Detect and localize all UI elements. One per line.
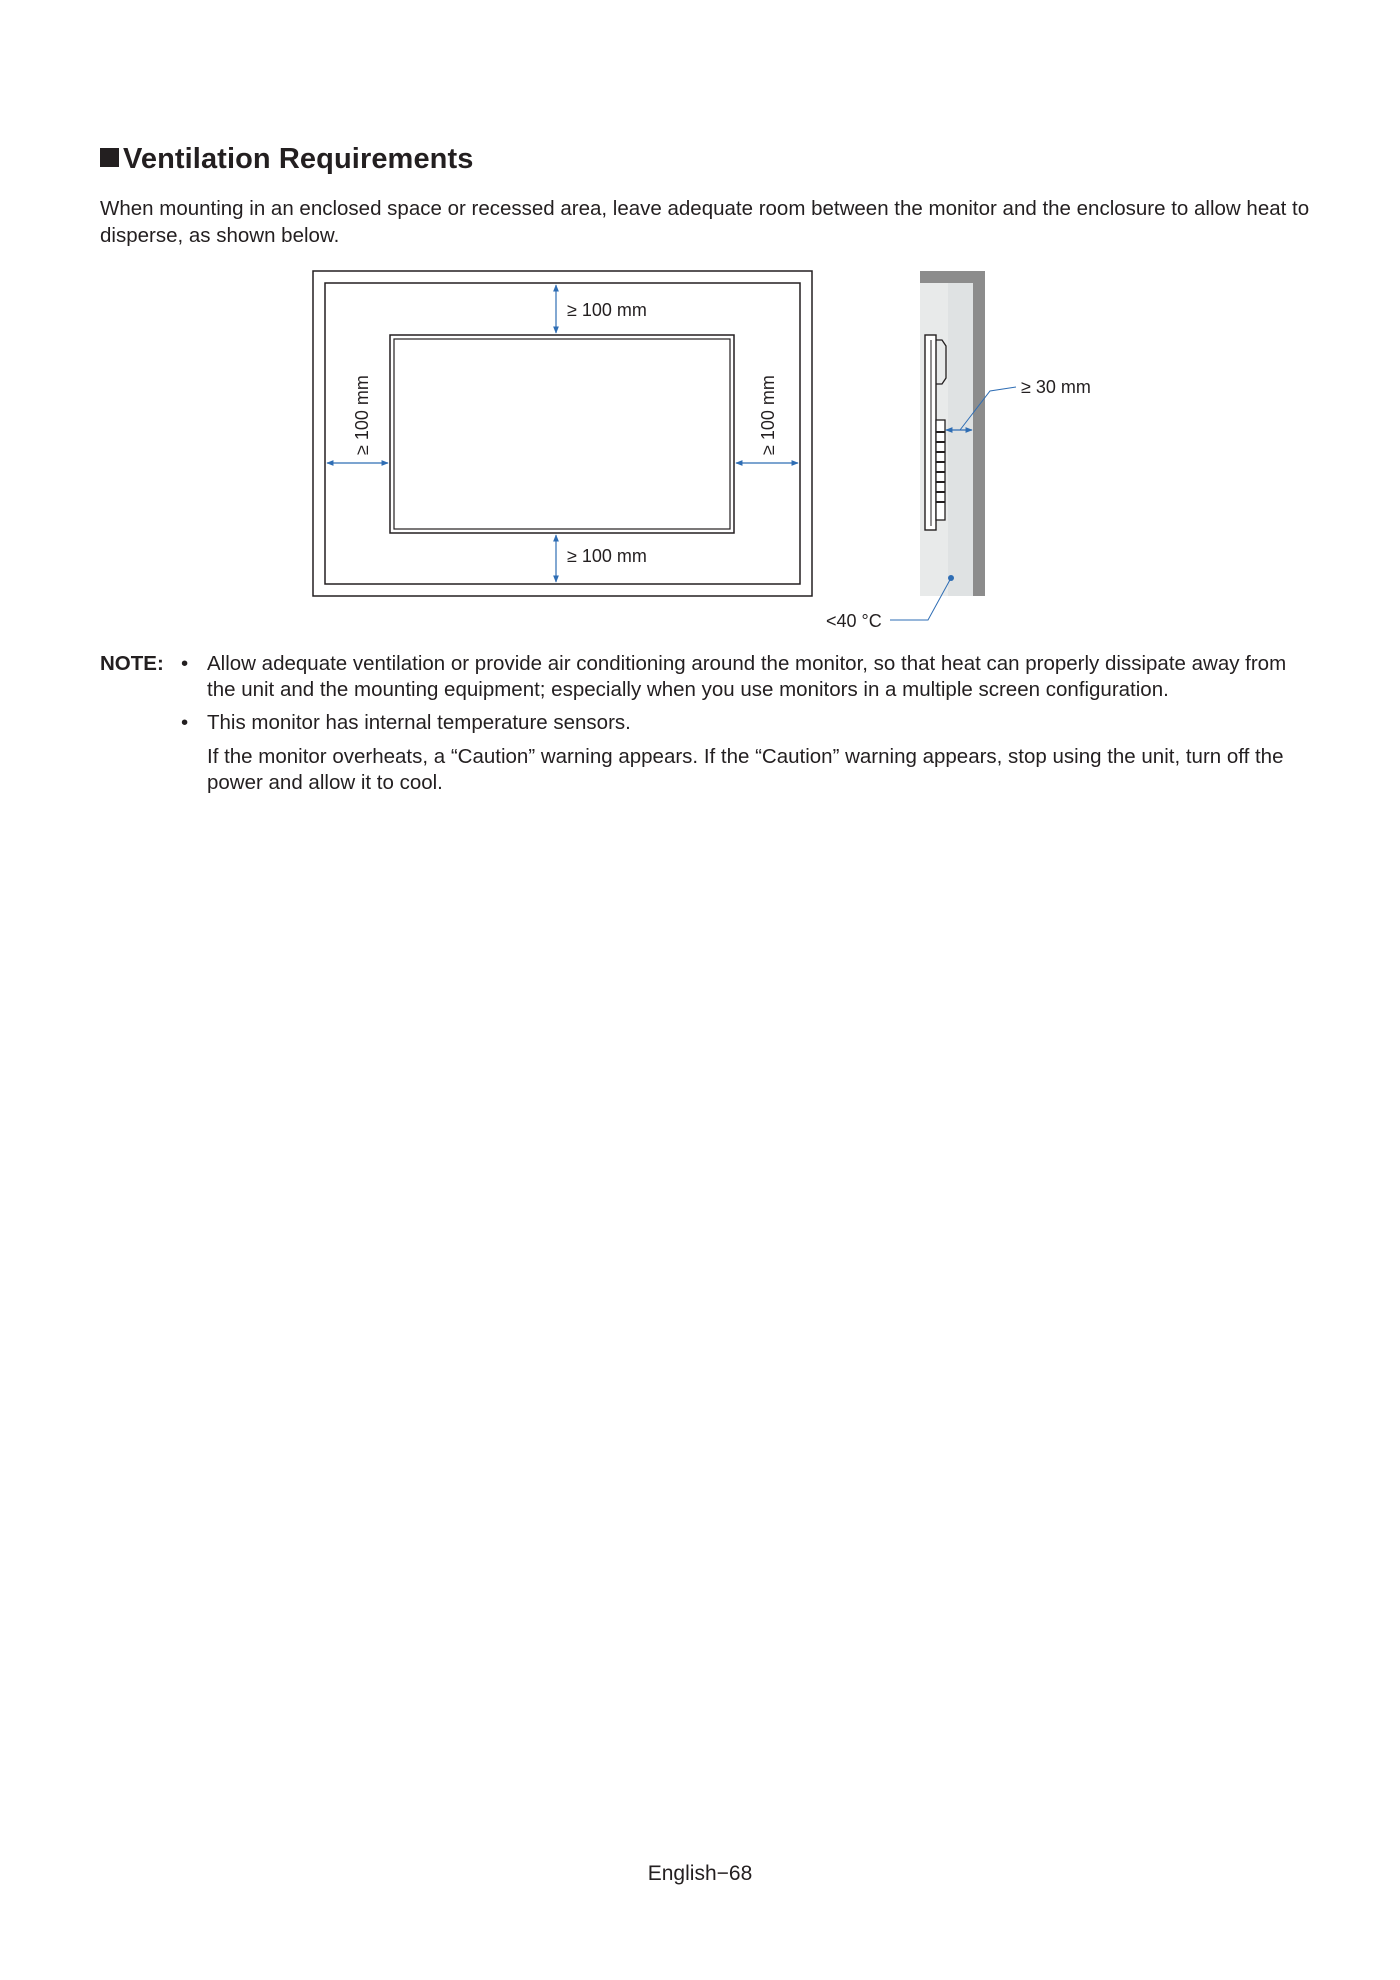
bottom-clearance-label: ≥ 100 mm xyxy=(567,546,647,566)
note-label: NOTE: xyxy=(100,652,164,675)
bullet-icon: • xyxy=(181,711,189,734)
wall-shade xyxy=(948,283,973,596)
side-view xyxy=(826,271,1091,631)
side-gap-label: ≥ 30 mm xyxy=(1021,377,1091,397)
top-clearance-label: ≥ 100 mm xyxy=(567,300,647,320)
section-title: Ventilation Requirements xyxy=(123,143,474,175)
note-item-text: Allow adequate ventilation or provide air conditioning around the monitor, so that heat can properly dissipate away from the unit and the mounting equipment; especially when you use monitors in a multiple screen configuration. xyxy=(207,652,1287,701)
intro-paragraph: When mounting in an enclosed space or recessed area, leave adequate room between the monitor and the enclosure to allow heat to disperse, as shown below. xyxy=(100,197,1310,247)
note-item xyxy=(181,710,1310,736)
left-clearance-label: ≥ 100 mm xyxy=(352,375,372,455)
note-item-text: This monitor has internal temperature sensors. xyxy=(207,711,631,734)
wall-back-edge xyxy=(973,271,985,596)
monitor-rear-box xyxy=(936,420,945,520)
page-number: English−68 xyxy=(647,1862,753,1885)
ventilation-diagram xyxy=(0,0,1400,640)
bullet-icon: • xyxy=(181,652,189,675)
monitor-screen xyxy=(394,339,730,529)
note-sub-text: If the monitor overheats, a “Caution” warning appears. If the “Caution” warning appears, stop using the unit, turn off the power and allow it to cool. xyxy=(207,745,1284,794)
front-view xyxy=(313,271,812,596)
note-block xyxy=(100,651,1310,796)
temperature-label: <40 °C xyxy=(826,611,882,631)
note-item xyxy=(181,651,1310,703)
right-clearance-label: ≥ 100 mm xyxy=(758,375,778,455)
